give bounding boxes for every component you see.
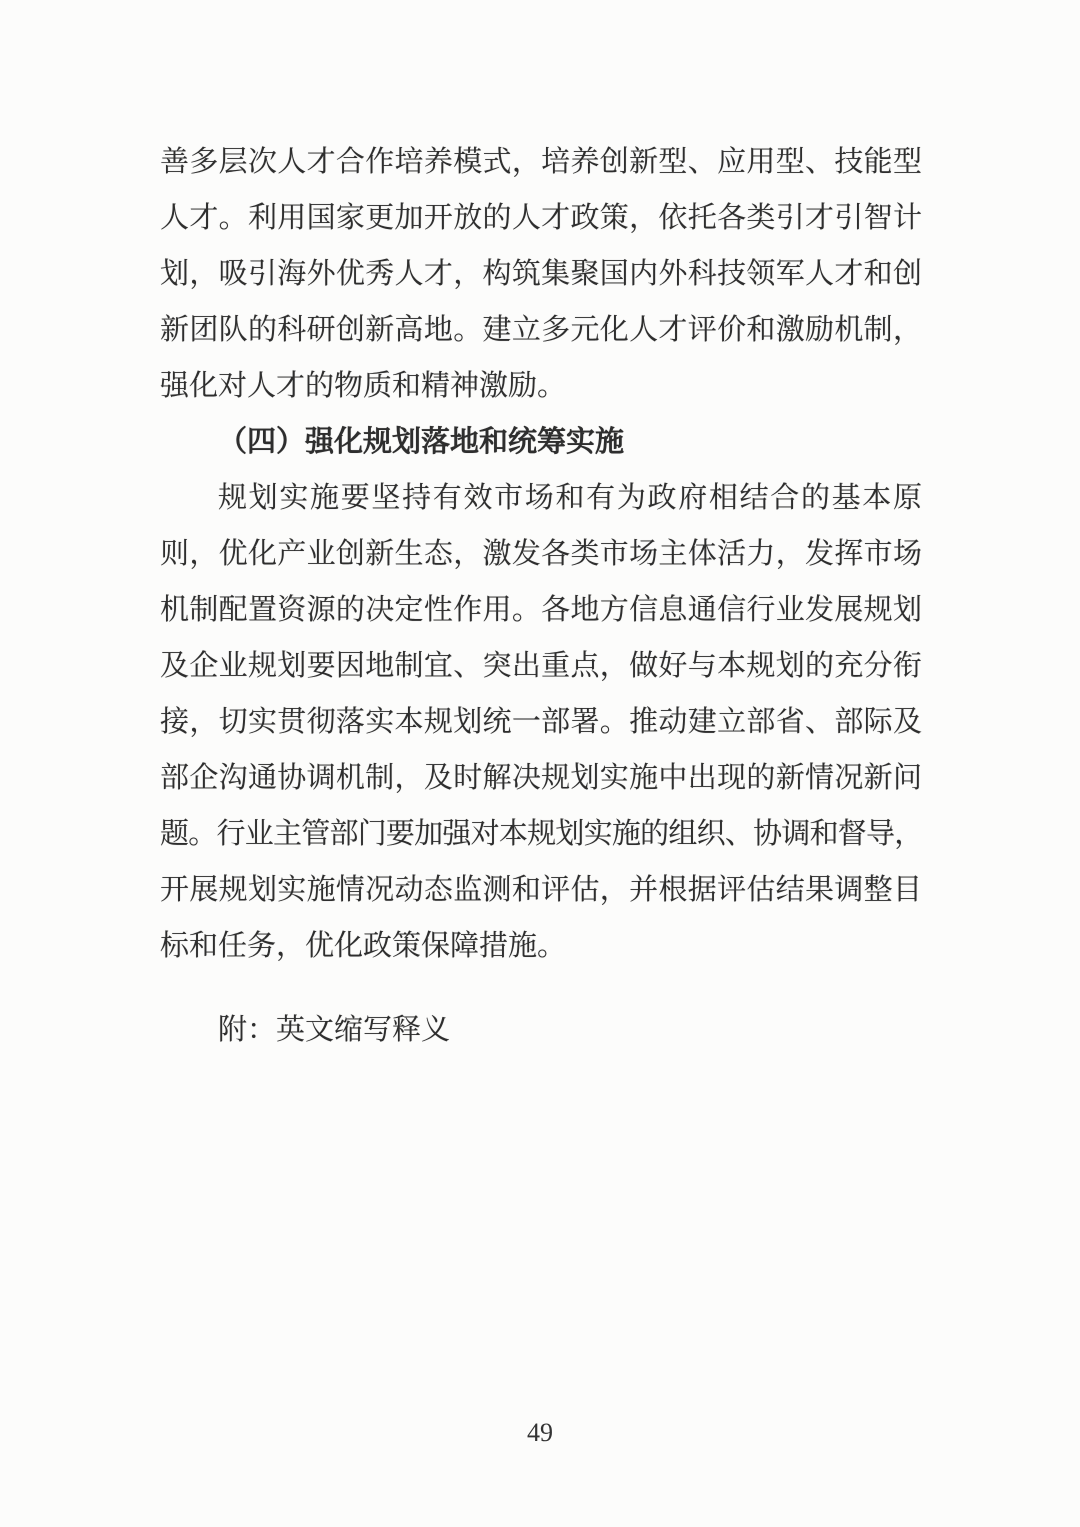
text-line: 则，优化产业创新生态，激发各类市场主体活力，发挥市场 — [160, 538, 922, 570]
appendix-note: 附：英文缩写释义 — [218, 1014, 451, 1046]
section-heading: （四）强化规划落地和统筹实施 — [218, 426, 625, 458]
text-line: 题。行业主管部门要加强对本规划实施的组织、协调和督导， — [160, 818, 922, 850]
text-line: 机制配置资源的决定性作用。各地方信息通信行业发展规划 — [160, 594, 922, 626]
page-number: 49 — [527, 1418, 553, 1447]
text-line: 部企沟通协调机制，及时解决规划实施中出现的新情况新问 — [160, 762, 922, 794]
text-line: 新团队的科研创新高地。建立多元化人才评价和激励机制， — [160, 314, 922, 346]
text-line: 善多层次人才合作培养模式，培养创新型、应用型、技能型 — [160, 146, 922, 178]
paragraph-main — [160, 470, 922, 974]
text-line: 及企业规划要因地制宜、突出重点，做好与本规划的充分衔 — [160, 650, 922, 682]
text-line: 接，切实贯彻落实本规划统一部署。推动建立部省、部际及 — [160, 706, 922, 738]
text-line: 开展规划实施情况动态监测和评估，并根据评估结果调整目 — [160, 874, 922, 906]
text-block — [160, 134, 922, 1058]
paragraph-continuation — [160, 134, 922, 414]
text-line: 强化对人才的物质和精神激励。 — [160, 370, 567, 402]
text-line: 标和任务，优化政策保障措施。 — [160, 930, 567, 962]
paragraph-gap — [160, 974, 922, 1002]
text-line: 划，吸引海外优秀人才，构筑集聚国内外科技领军人才和创 — [160, 258, 922, 290]
text-line: 人才。利用国家更加开放的人才政策，依托各类引才引智计 — [160, 202, 922, 234]
text-line: 规划实施要坚持有效市场和有为政府相结合的基本原 — [218, 482, 922, 514]
